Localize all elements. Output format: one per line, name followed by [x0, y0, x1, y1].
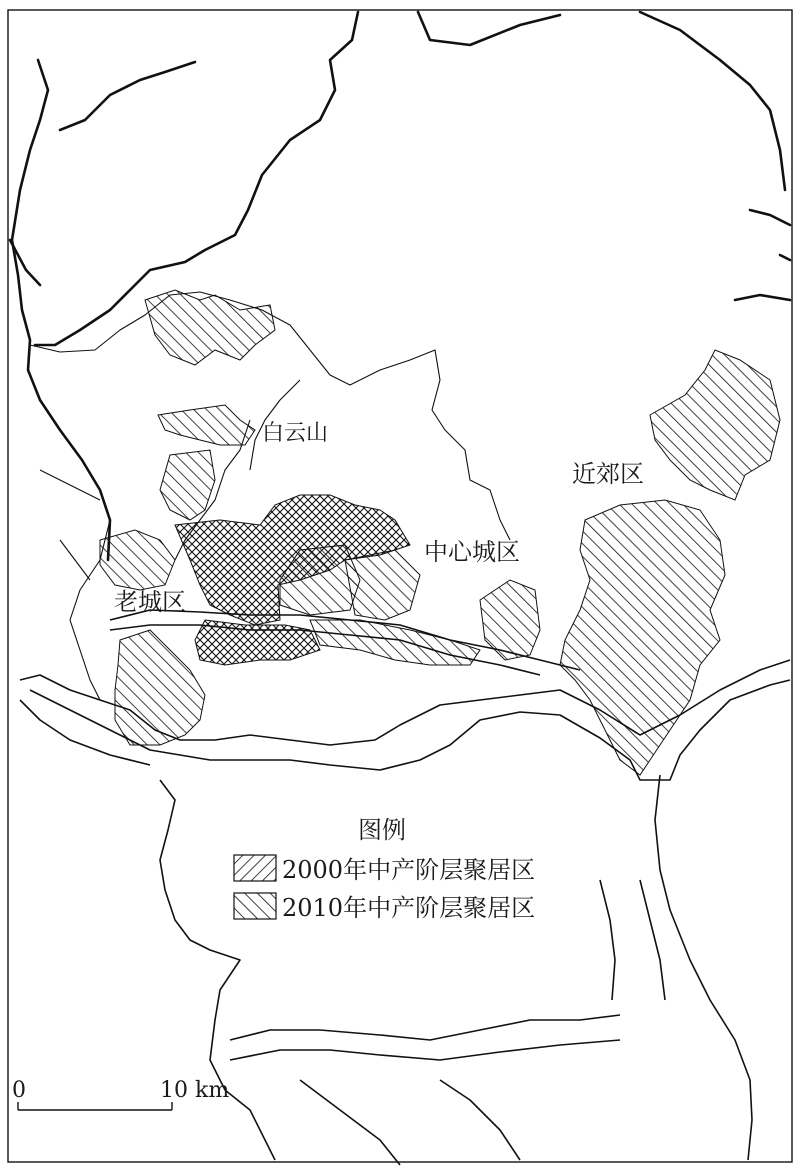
legend-swatch-2000 — [234, 855, 276, 881]
legend-label-2000: 2000年中产阶层聚居区 — [282, 856, 536, 884]
label-baiyunshan: 白云山 — [262, 421, 329, 446]
legend-title: 图例 — [358, 816, 406, 844]
legend-label-2010: 2010年中产阶层聚居区 — [282, 894, 536, 922]
scale-bar-end: 10 km — [160, 1078, 230, 1103]
label-laocheng: 老城区 — [114, 588, 186, 616]
scale-bar-start: 0 — [12, 1078, 26, 1103]
label-zhongxin: 中心城区 — [424, 538, 520, 566]
label-jinjiaoqu: 近郊区 — [572, 460, 644, 488]
legend-swatch-2010 — [234, 893, 276, 919]
